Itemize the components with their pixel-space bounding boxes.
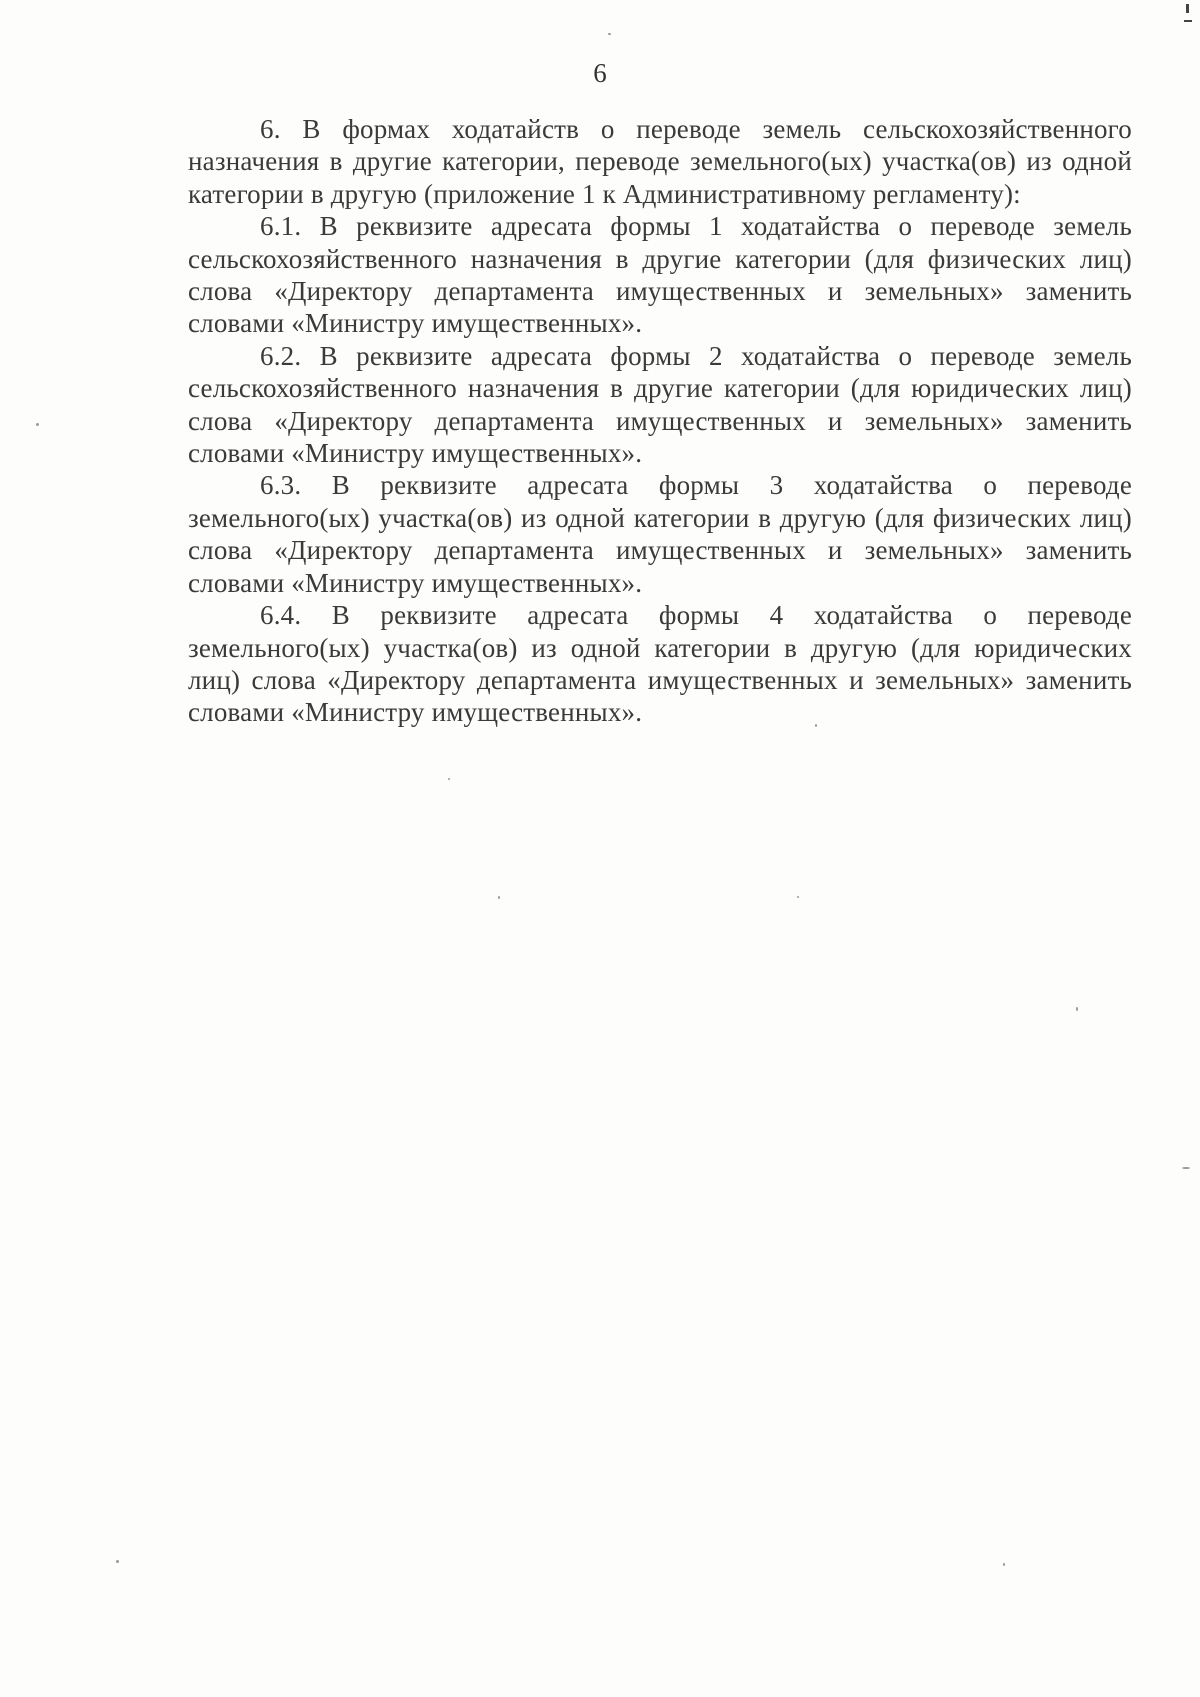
scan-speck <box>797 896 799 898</box>
paragraph-6-3: 6.3. В реквизите адресата формы 3 ходатайства о переводе земельного(ых) участка(ов) из одной категории в другую (для физических лиц) слова «Директору департамента имущественных и земельных» заменить словами «Министру имущественных». <box>188 470 1132 598</box>
paragraph-6-4: 6.4. В реквизите адресата формы 4 ходатайства о переводе земельного(ых) участка(ов) из одной категории в другую (для юридических лиц) слова «Директору департамента имущественных и земельных» заменить словами «Министру имущественных». <box>188 600 1132 728</box>
scan-speck <box>498 896 500 899</box>
paragraph-6-1: 6.1. В реквизите адресата формы 1 ходатайства о переводе земель сельскохозяйственного назначения в другие категории (для физических лиц) слова «Директору департамента имущественных и земельных» заменить словами «Министру имущественных». <box>188 211 1132 339</box>
scan-speck <box>608 33 611 35</box>
scan-speck <box>1076 1007 1078 1011</box>
scan-edge-mark <box>1186 4 1189 13</box>
document-body <box>188 113 1132 729</box>
page-number: 6 <box>593 58 607 88</box>
scan-speck <box>36 423 39 426</box>
scan-speck <box>116 1560 119 1563</box>
scan-speck <box>1182 1167 1190 1169</box>
scan-speck <box>448 778 450 780</box>
scan-speck <box>1003 1563 1005 1566</box>
scan-speck <box>815 724 817 727</box>
scan-edge-mark <box>1184 20 1192 22</box>
paragraph-6: 6. В формах ходатайств о переводе земель сельскохозяйственного назначения в другие категории, переводе земельного(ых) участка(ов) из одной категории в другую (приложение 1 к Административному регламенту): <box>188 114 1132 209</box>
paragraph-6-2: 6.2. В реквизите адресата формы 2 ходатайства о переводе земель сельскохозяйственного назначения в другие категории (для юридических лиц) слова «Директору департамента имущественных и земельных» заменить словами «Министру имущественных». <box>188 340 1132 469</box>
